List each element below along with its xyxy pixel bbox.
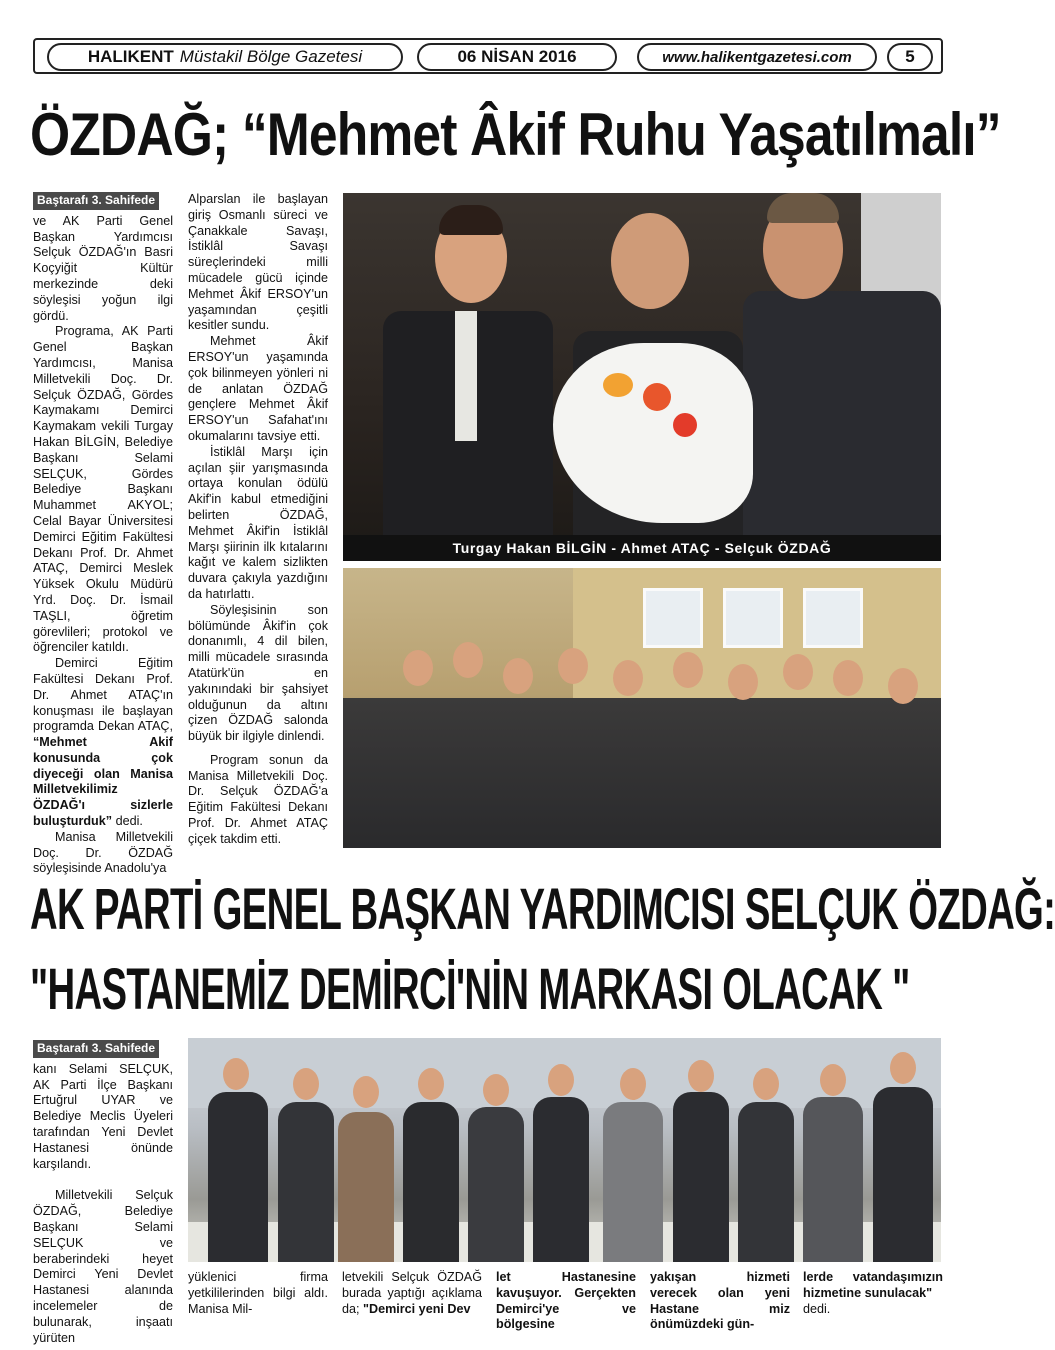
quote-bold: “Mehmet Akif konusunda çok diyeceği olan Manisa Milletvekilimiz ÖZDAĞ'ı sizlerle buluşturduk” <box>33 735 173 829</box>
paragraph <box>342 1270 482 1317</box>
text-run: dedi. <box>115 814 143 829</box>
article2-column-3 <box>342 1270 482 1340</box>
paragraph: Program sonun da Manisa Milletvekili Doç. Dr. Selçuk ÖZDAĞ'a Eğitim Fakültesi Dekanı Prof. Dr. Ahmet ATAÇ çiçek takdim etti. <box>188 752 328 846</box>
paragraph: Alparslan ile başlayan giriş Osmanlı süreci ve Çanakkale Savaşı, İstiklâl Savaşı süreçlerindeki milli mücadele gücü içinde Mehmet Âkif ERSOY'un yaşamından çeşitli kesitler sundu. <box>188 192 328 333</box>
article2-headline-line2: "HASTANEMİZ DEMİRCİ'NİN MARKASI OLACAK " <box>30 957 910 1022</box>
article2-column-6 <box>803 1270 943 1340</box>
quote-bold: "Demirci yeni Dev <box>363 1301 471 1316</box>
paper-subtitle: Müstakil Bölge Gazetesi <box>179 47 363 66</box>
paragraph: İstiklâl Marşı için açılan şiir yarışmasında ortaya konulan ödülü Akif'in kabul etmediğini belirten ÖZDAĞ, Mehmet Âkif'in İstiklâl Marşı şiirinin ilk kıtalarını kağıt ve kalem sizlikten duvara çakıyla yazdığını da hatırlattı. <box>188 444 328 601</box>
page-number: 5 <box>887 43 933 71</box>
paragraph: kanı Selami SELÇUK, AK Parti İlçe Başkanı Ertuğrul UYAR ve Belediye Meclis Üyeleri tarafından Yeni Devlet Hastanesi önünde karşılandı. <box>33 1061 173 1171</box>
text-run: Demirci Eğitim Fakültesi Dekanı Prof. Dr. Ahmet ATAÇ'ın konuşması ile başlayan programda Dekan ATAÇ, <box>33 656 173 734</box>
paragraph: ve AK Parti Genel Başkan Yardımcısı Selçuk ÖZDAĞ'ın Basri Koçyiğit Kültür merkezinde deki söyleşisi yoğun ilgi gördü. <box>33 213 173 323</box>
paragraph: Programa, AK Parti Genel Başkan Yardımcısı, Manisa Milletvekili Doç. Dr. Selçuk ÖZDAĞ, Gördes Kaymakamı Demirci Kaymakam vekili Turgay Hakan BİLGİN, Belediye Başkanı Selami SELÇUK, Gördes Belediye Başkanı Muhammet AKYOL; Celal Bayar Üniversitesi Demirci Eğitim Fakültesi Dekanı Prof. Dr. Ahmet ATAÇ, Demirci Meslek Yüksek Okulu Müdürü Yrd. Doç. Dr. İsmail TAŞLI, öğretim görevlileri; protokol ve öğrenciler katıldı. <box>33 324 173 655</box>
photo-group-hospital <box>188 1038 941 1262</box>
photo-flower-presentation <box>343 193 941 561</box>
paragraph: let Hastanesine kavuşuyor. Gerçekten Demirci'ye ve bölgesine <box>496 1270 636 1332</box>
article2-headline-line1: AK PARTİ GENEL BAŞKAN YARDIMCISI SELÇUK ÖZDAĞ: <box>30 877 1055 942</box>
continued-tag: Baştarafı 3. Sahifede <box>33 192 159 210</box>
article1-column-2 <box>188 192 328 852</box>
article2-column-2 <box>188 1270 328 1340</box>
paragraph: Manisa Milletvekili Doç. Dr. ÖZDAĞ söyleşisinde Anadolu'ya <box>33 829 173 876</box>
paper-name: HALIKENT <box>87 47 174 66</box>
photo-caption: Turgay Hakan BİLGİN - Ahmet ATAÇ - Selçuk ÖZDAĞ <box>343 535 941 561</box>
article2-headline <box>30 870 1055 1030</box>
article2-column-4 <box>496 1270 636 1340</box>
text-run: letvekili Selçuk ÖZDAĞ burada yaptığı açıklama da; <box>342 1270 482 1316</box>
website-link[interactable]: www.halikentgazetesi.com <box>637 43 877 71</box>
paragraph: Söyleşisinin son bölümünde Âkif'in çok donanımlı, 4 dil bilen, milli mücadele sırasında Atatürk'ün en yakınındaki bir şahsiyet olduğunun da altını çizen ÖZDAĞ salonda büyük bir ilgiyle dinlendi. <box>188 602 328 744</box>
article1-headline: ÖZDAĞ; “Mehmet Âkif Ruhu Yaşatılmalı” <box>30 101 1001 168</box>
masthead-bar <box>33 38 943 74</box>
paragraph: Milletvekili Selçuk ÖZDAĞ, Belediye Başkanı Selami SELÇUK ve beraberindeki heyet Demirci Yeni Devlet Hastanesi alanında incelemeler de bulunarak, inşaatı yürüten <box>33 1188 173 1345</box>
paragraph: lerde vatandaşımızın hizmetine sunulacak" <box>803 1270 943 1300</box>
article1-column-1 <box>33 192 173 876</box>
photo-group-stairs <box>343 568 941 848</box>
paragraph: yakışan hizmeti verecek olan yeni Hastane miz önümüzdeki gün- <box>650 1270 790 1332</box>
paragraph: Mehmet Âkif ERSOY'un yaşamında çok bilinmeyen yönleri ni de anlatan ÖZDAĞ gençlere Mehmet Âkif ERSOY'un Safahat'ını okumalarını tavsiye etti. <box>188 334 328 443</box>
paragraph: dedi. <box>803 1301 831 1316</box>
paper-name-pill <box>47 43 403 71</box>
continued-tag: Baştarafı 3. Sahifede <box>33 1040 159 1058</box>
article2-column-5 <box>650 1270 790 1340</box>
issue-date: 06 NİSAN 2016 <box>417 43 617 71</box>
paragraph: yüklenici firma yetkililerinden bilgi aldı. Manisa Mil- <box>188 1270 328 1316</box>
paragraph <box>33 656 173 830</box>
article2-column-1 <box>33 1040 173 1345</box>
